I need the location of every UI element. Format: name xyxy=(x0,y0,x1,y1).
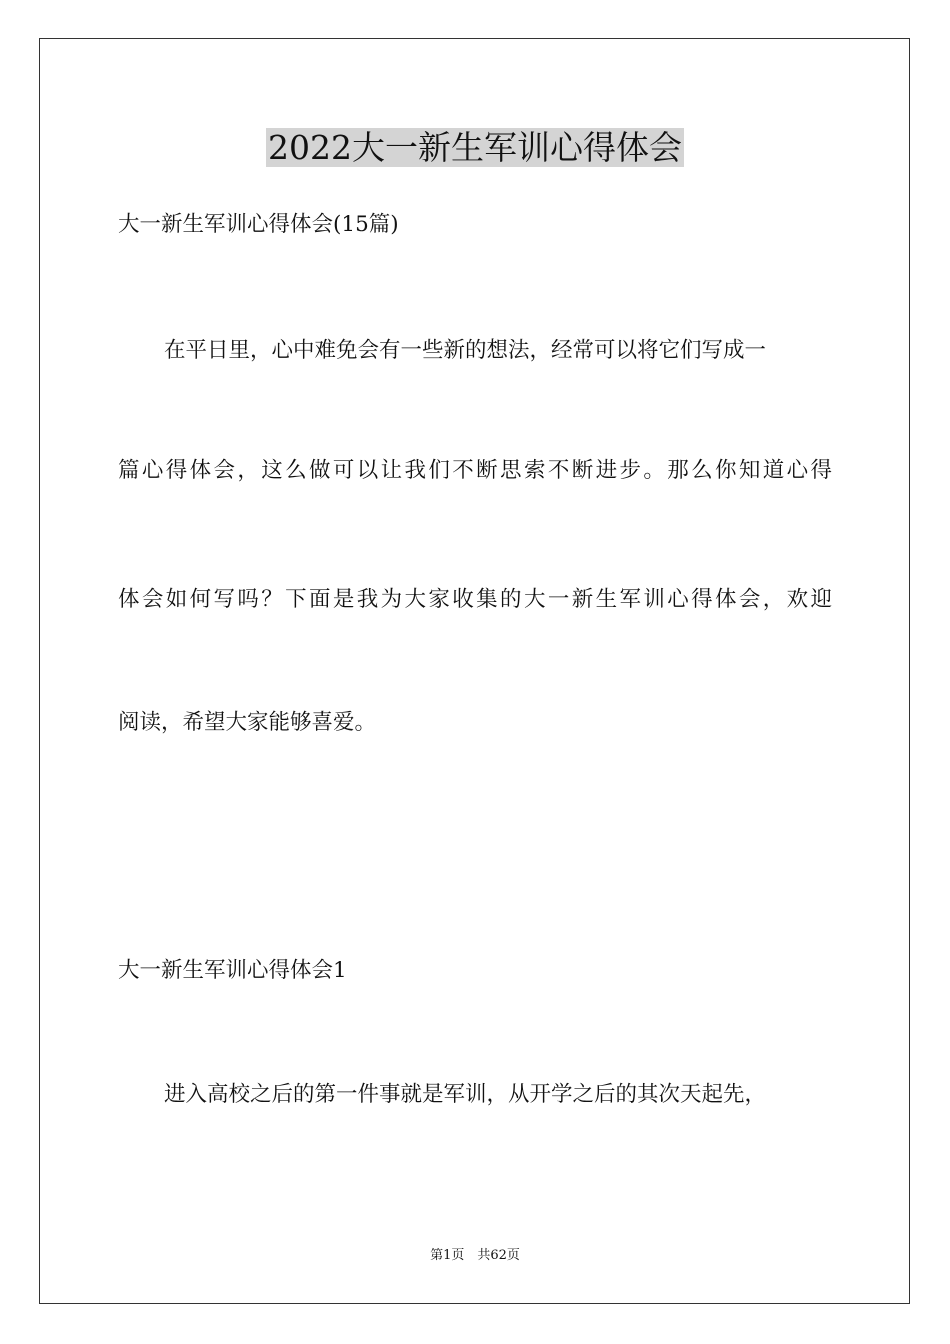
document-subtitle: 大一新生军训心得体会(15篇) xyxy=(118,212,399,237)
intro-line-2: 篇心得体会，这么做可以让我们不断思索不断进步。那么你知道心得 xyxy=(118,458,832,483)
section-line-1: 进入高校之后的第一件事就是军训，从开学之后的其次天起先， xyxy=(164,1082,767,1107)
page-footer: 第1页 共62页 xyxy=(430,1248,520,1263)
section-heading: 大一新生军训心得体会1 xyxy=(118,958,347,983)
intro-line-1: 在平日里，心中难免会有一些新的想法，经常可以将它们写成一 xyxy=(164,338,767,363)
document-title xyxy=(0,126,950,170)
intro-line-4: 阅读，希望大家能够喜爱。 xyxy=(118,710,377,735)
document-title-text: 2022大一新生军训心得体会 xyxy=(268,128,682,167)
intro-line-3: 体会如何写吗？下面是我为大家收集的大一新生军训心得体会，欢迎 xyxy=(118,587,832,612)
